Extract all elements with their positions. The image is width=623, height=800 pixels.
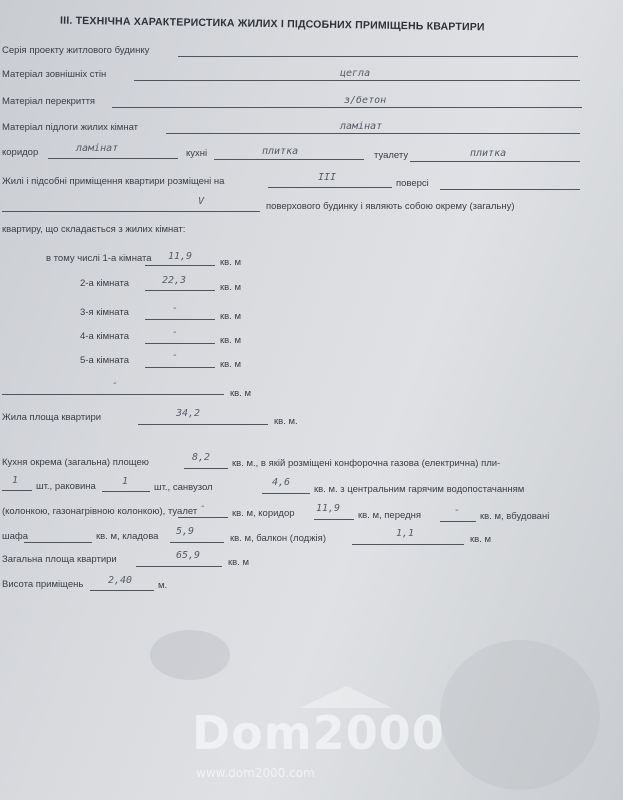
- walls-line: [134, 80, 580, 81]
- walls-value: цегла: [340, 68, 371, 79]
- height-line: [90, 590, 154, 591]
- room-3-line: [145, 319, 215, 320]
- corridor-area-label: кв. м, коридор: [232, 508, 295, 519]
- floor-line: [166, 133, 580, 134]
- room-1-unit: кв. м: [220, 257, 242, 268]
- sink-label: шт., санвузол: [154, 482, 213, 493]
- living-area-unit: кв. м.: [274, 416, 298, 427]
- room-2-line: [145, 290, 215, 291]
- bath-line: [262, 493, 310, 494]
- kitchen-area-tail: кв. м., в якій розміщені конфорочна газова (електрична) пли-: [232, 458, 501, 469]
- living-area-label: Жила площа квартири: [2, 412, 102, 423]
- located-line: [268, 187, 392, 188]
- kitchen-area-label: Кухня окрема (загальна) площею: [2, 457, 149, 468]
- rooms-intro: квартиру, що складається з жилих кімнат:: [2, 224, 186, 235]
- height-unit: м.: [158, 580, 168, 591]
- balcony-label: кв. м, балкон (лоджія): [230, 533, 326, 544]
- total-area-value: 65,9: [176, 550, 201, 561]
- hall-label: кв. м, передня: [358, 510, 422, 521]
- floor-value: ламінат: [340, 121, 383, 132]
- total-area-unit: кв. м: [228, 557, 250, 568]
- height-label: Висота приміщень: [2, 579, 84, 590]
- wardrobe-line: [24, 542, 92, 543]
- ceiling-value: з/бетон: [344, 95, 387, 106]
- toilet-area-value: -: [200, 501, 207, 512]
- hall-value: -: [454, 505, 461, 516]
- room-3-value: -: [172, 303, 179, 314]
- series-line: [178, 56, 578, 57]
- room-4-label: 4-а кімната: [80, 331, 130, 342]
- room-1-value: 11,9: [168, 251, 193, 262]
- room-5-line: [145, 367, 215, 368]
- corridor-area-value: 11,9: [316, 503, 341, 514]
- room-1-line: [145, 265, 215, 266]
- kitchen-area-value: 8,2: [192, 452, 211, 463]
- extra-line: [2, 394, 224, 395]
- room-5-label: 5-а кімната: [80, 355, 130, 366]
- room-4-line: [145, 343, 215, 344]
- room-2-value: 22,3: [162, 275, 187, 286]
- kitchen-area-line: [184, 468, 228, 469]
- ceiling-label: Матеріал перекриття: [2, 96, 96, 107]
- storage-label: кв. м, кладова: [96, 531, 159, 542]
- plates-label: шт., раковина: [36, 481, 96, 492]
- storeys-value: V: [198, 196, 205, 207]
- room-5-value: -: [172, 350, 179, 361]
- sink-value: 1: [122, 476, 129, 487]
- living-area-line: [138, 424, 268, 425]
- section-title: III. ТЕХНІЧНА ХАРАКТЕРИСТИКА ЖИЛИХ І ПІДСОБНИХ ПРИМІЩЕНЬ КВАРТИРИ: [59, 14, 485, 34]
- toilet-value: плитка: [470, 148, 507, 159]
- plates-line: [2, 490, 32, 491]
- toilet-area-line: [178, 517, 228, 518]
- bath-value: 4,6: [272, 477, 291, 488]
- balcony-line: [352, 544, 464, 545]
- storeys-label: поверхового будинку і являють собою окрему (загальну): [266, 201, 515, 212]
- toilet-label: туалету: [374, 150, 409, 161]
- corridor-line: [48, 158, 178, 159]
- faded-stamp: [440, 640, 600, 790]
- room-1-label: в тому числі 1-а кімната: [46, 253, 152, 264]
- plates-value: 1: [12, 475, 19, 486]
- floor-word: поверсі: [396, 178, 429, 189]
- series-label: Серія проекту житлового будинку: [2, 45, 150, 56]
- room-3-unit: кв. м: [220, 311, 242, 322]
- wardrobe-label: шафа: [2, 531, 29, 542]
- storage-value: 5,9: [176, 526, 195, 537]
- storage-line: [170, 542, 224, 543]
- kitchen-label: кухні: [186, 148, 208, 159]
- height-value: 2,40: [108, 575, 133, 586]
- hall-line: [440, 521, 476, 522]
- corridor-value: ламінат: [76, 143, 119, 154]
- corridor-area-line: [314, 519, 354, 520]
- sink-line: [102, 491, 150, 492]
- heater-label: (колонкою, газонагрівною колонкою), туалет: [2, 506, 198, 517]
- located-value: III: [318, 172, 337, 183]
- watermark-url: www.dom2000.com: [196, 766, 315, 780]
- walls-label: Матеріал зовнішніх стін: [2, 69, 107, 80]
- total-area-label: Загальна площа квартири: [2, 554, 117, 565]
- balcony-unit: кв. м: [470, 534, 492, 545]
- room-4-value: -: [172, 327, 179, 338]
- corridor-label: коридор: [2, 147, 39, 158]
- watermark-brand: Dom2000: [192, 706, 445, 760]
- total-area-line: [136, 566, 222, 567]
- ink-smudge: [150, 630, 230, 680]
- watermark-roof-icon: [300, 686, 392, 708]
- bath-tail: кв. м. з центральним гарячим водопостачанням: [314, 484, 525, 495]
- room-5-unit: кв. м: [220, 359, 242, 370]
- extra-unit: кв. м: [230, 388, 252, 399]
- toilet-line: [410, 161, 580, 162]
- kitchen-value: плитка: [262, 146, 299, 157]
- floor-label: Матеріал підлоги жилих кімнат: [2, 122, 138, 133]
- builtin-label: кв. м, вбудовані: [480, 511, 550, 522]
- located-tail-line: [440, 189, 580, 190]
- storeys-line: [2, 211, 260, 212]
- room-3-label: 3-я кімната: [80, 307, 129, 318]
- living-area-value: 34,2: [176, 408, 201, 419]
- kitchen-line: [214, 159, 364, 160]
- room-2-unit: кв. м: [220, 282, 242, 293]
- room-4-unit: кв. м: [220, 335, 242, 346]
- ceiling-line: [112, 107, 582, 108]
- located-label: Жилі і підсобні приміщення квартири розміщені на: [2, 176, 225, 187]
- extra-value: -: [112, 378, 119, 389]
- room-2-label: 2-а кімната: [80, 278, 130, 289]
- balcony-value: 1,1: [396, 528, 415, 539]
